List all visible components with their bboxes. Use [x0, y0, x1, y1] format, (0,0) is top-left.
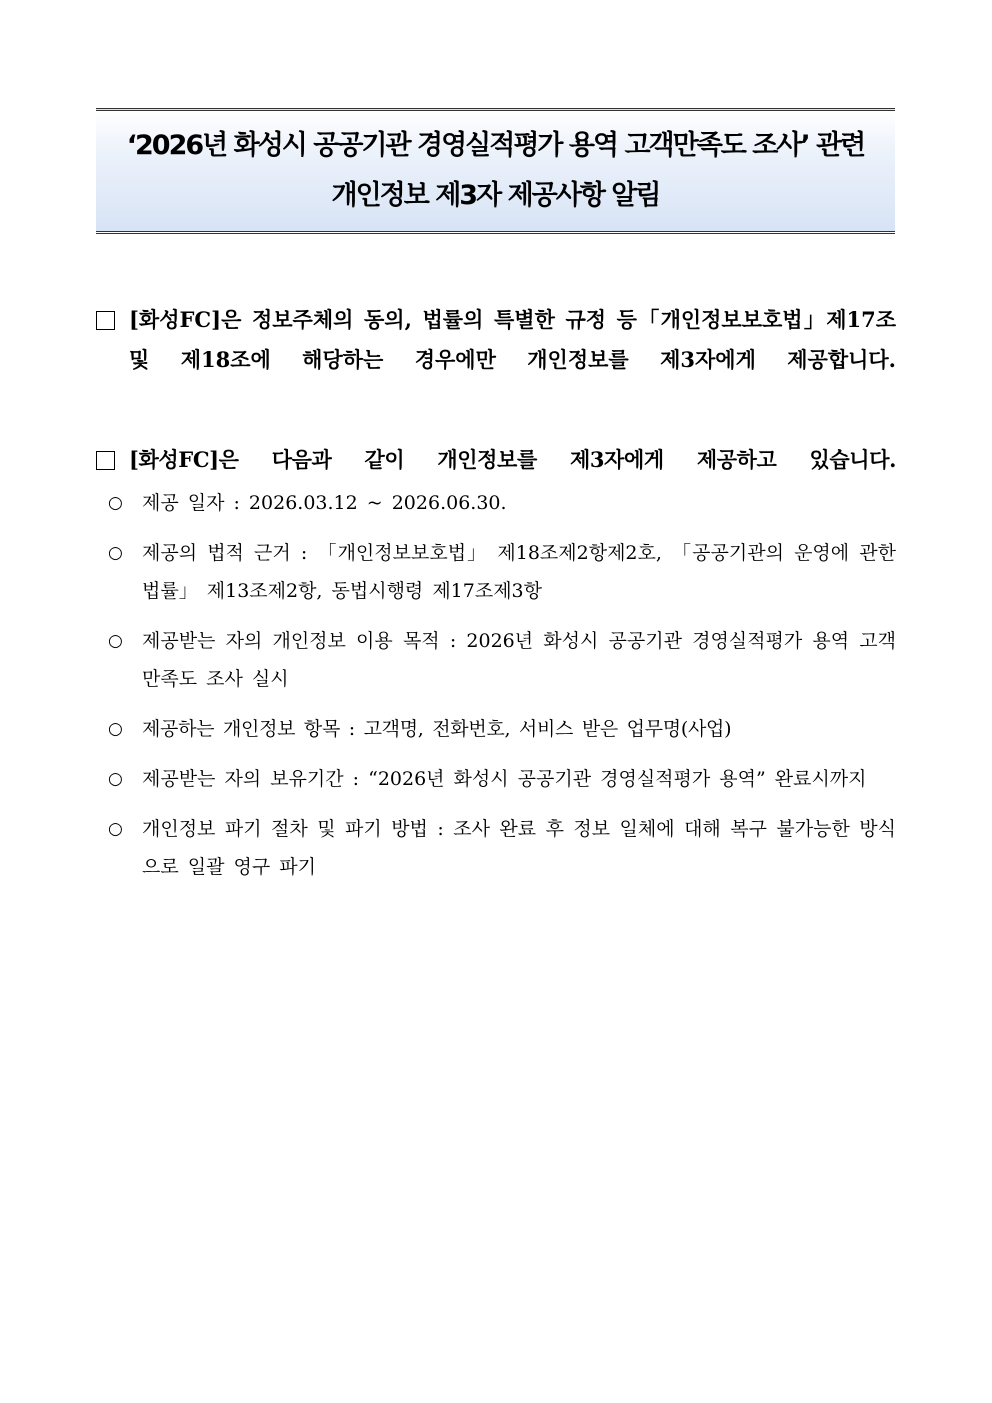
title-line-1: ‘2026년 화성시 공공기관 경영실적평가 용역 고객만족도 조사’ 관련	[126, 130, 865, 161]
circle-bullet-icon: ○	[108, 543, 123, 563]
list-item	[108, 810, 896, 886]
square-bullet-icon	[96, 311, 115, 330]
retention-period: 제공받는 자의 보유기간 : “2026년 화성시 공공기관 경영실적평가 용역” 완료시까지	[142, 768, 867, 790]
title-line-2: 개인정보 제3자 제공사항 알림	[331, 180, 660, 211]
provision-date: 제공 일자 : 2026.03.12 ~ 2026.06.30.	[142, 492, 507, 514]
circle-bullet-icon: ○	[108, 631, 123, 651]
square-bullet-icon	[96, 451, 115, 470]
circle-bullet-icon: ○	[108, 719, 123, 739]
section-text: [화성FC]은 다음과 같이 개인정보를 제3자에게 제공하고 있습니다.	[129, 447, 896, 472]
usage-purpose: 제공받는 자의 개인정보 이용 목적 : 2026년 화성시 공공기관 경영실적평가 용역 고객만족도 조사 실시	[142, 630, 896, 690]
list-item	[108, 484, 896, 522]
section-provision-details	[96, 440, 896, 480]
circle-bullet-icon: ○	[108, 493, 123, 513]
circle-bullet-icon: ○	[108, 769, 123, 789]
legal-basis: 제공의 법적 근거 : 「개인정보보호법」 제18조제2항제2호, 「공공기관의 운영에 관한 법률」 제13조제2항, 동법시행령 제17조제3항	[142, 542, 896, 602]
provision-details-list	[108, 484, 896, 898]
data-items: 제공하는 개인정보 항목 : 고객명, 전화번호, 서비스 받은 업무명(사업)	[142, 718, 732, 740]
list-item	[108, 710, 896, 748]
destruction-method: 개인정보 파기 절차 및 파기 방법 : 조사 완료 후 정보 일체에 대해 복구 불가능한 방식으로 일괄 영구 파기	[142, 818, 896, 878]
section-text: [화성FC]은 정보주체의 동의, 법률의 특별한 규정 등「개인정보보호법」제17조 및 제18조에 해당하는 경우에만 개인정보를 제3자에게 제공합니다.	[129, 307, 896, 372]
list-item	[108, 534, 896, 610]
circle-bullet-icon: ○	[108, 819, 123, 839]
list-item	[108, 760, 896, 798]
title-banner	[96, 108, 895, 234]
list-item	[108, 622, 896, 698]
section-provision-policy	[96, 300, 896, 380]
